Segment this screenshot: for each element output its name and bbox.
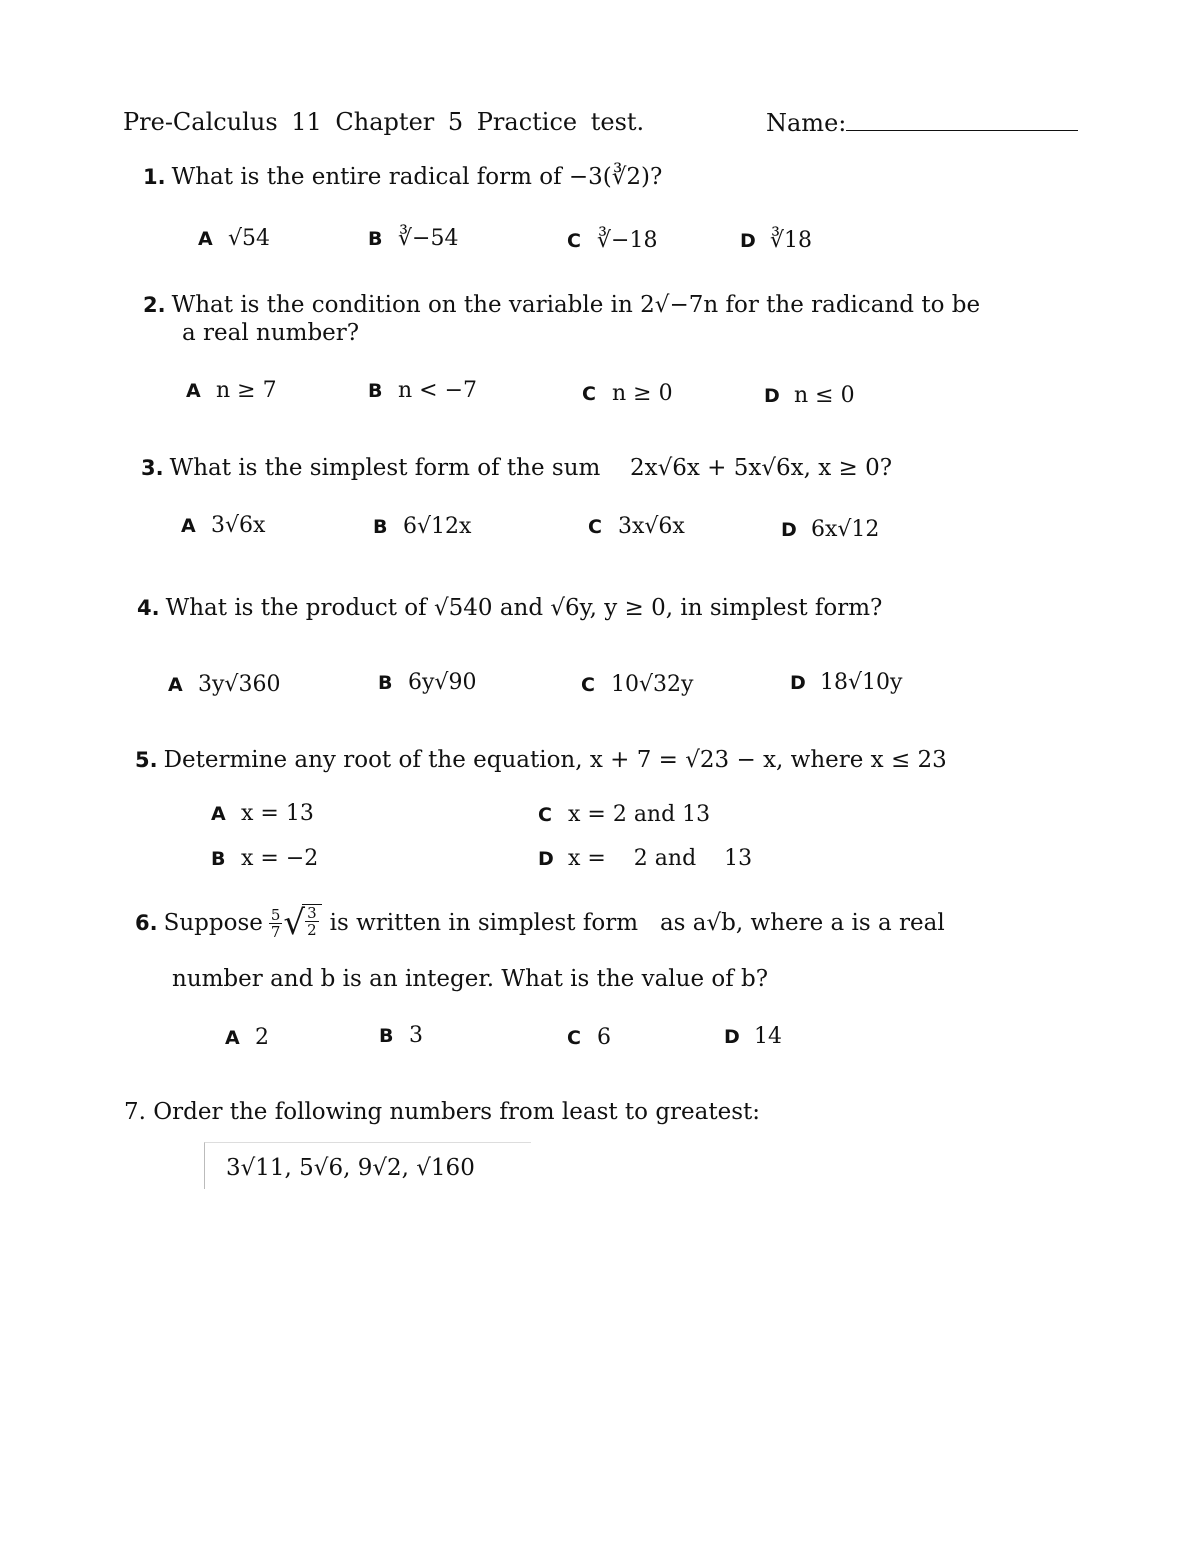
option-letter: D — [724, 1026, 740, 1048]
question-number: 1. — [143, 165, 166, 189]
option-5d — [538, 846, 752, 871]
question-2 — [143, 292, 980, 318]
option-value: 6√12x — [403, 514, 472, 539]
question-4 — [137, 595, 882, 621]
option-letter: C — [581, 674, 595, 696]
radical-numerator: 3 — [307, 904, 317, 922]
option-5c — [538, 802, 710, 827]
option-6d — [724, 1024, 782, 1049]
option-letter: B — [378, 672, 393, 694]
question-5 — [135, 747, 947, 773]
option-4c — [581, 672, 693, 697]
question-6-line-2: number and b is an integer. What is the value of b? — [172, 966, 769, 992]
question-number: 5. — [135, 748, 158, 772]
option-value: 3 — [409, 1023, 423, 1048]
question-text: What is the simplest form of the sum — [169, 455, 601, 481]
fraction-numerator: 5 — [270, 905, 281, 924]
question-3-expression: 2x√6x + 5x√6x, x ≥ 0? — [630, 455, 893, 481]
option-value: 3x√6x — [618, 514, 685, 539]
option-value: 6y√90 — [408, 670, 477, 695]
option-letter: B — [368, 228, 383, 250]
name-field — [766, 108, 1078, 137]
option-letter: D — [790, 672, 806, 694]
name-blank-line — [846, 108, 1078, 131]
option-letter: A — [186, 380, 201, 402]
option-3c — [588, 514, 685, 539]
option-letter: C — [567, 1027, 581, 1049]
option-letter: D — [764, 385, 780, 407]
option-value: ∛−18 — [597, 228, 658, 253]
option-letter: A — [211, 803, 226, 825]
option-value: ∛18 — [770, 228, 813, 253]
question-7 — [124, 1099, 760, 1125]
question-1 — [143, 164, 662, 190]
option-value: 3√6x — [211, 513, 266, 538]
option-4d — [790, 670, 902, 695]
option-2a — [186, 378, 277, 403]
option-value: 2 — [255, 1025, 269, 1050]
option-4a — [168, 672, 280, 697]
page-title: Pre-Calculus 11 Chapter 5 Practice test. — [123, 108, 645, 136]
option-letter: D — [538, 848, 554, 870]
option-1b — [368, 226, 458, 251]
option-value: √54 — [228, 226, 271, 251]
fraction — [269, 907, 283, 940]
question-number: 6. — [135, 911, 158, 935]
option-4b — [378, 670, 476, 695]
option-letter: B — [373, 516, 388, 538]
question-text-continued: is written in simplest form as a√b, where a is a real — [329, 910, 945, 936]
option-3b — [373, 514, 471, 539]
option-6a — [225, 1025, 269, 1050]
question-number: 3. — [141, 456, 164, 480]
option-6c — [567, 1025, 611, 1050]
option-1c — [567, 228, 657, 253]
option-2d — [764, 383, 855, 408]
option-letter: B — [379, 1025, 394, 1047]
radical-sign: √ — [283, 903, 306, 943]
option-value: 3y√360 — [198, 672, 281, 697]
question-number: 7. — [124, 1099, 146, 1125]
option-value: n ≥ 7 — [216, 378, 277, 403]
radical-denominator: 2 — [307, 921, 317, 939]
option-letter: C — [588, 516, 602, 538]
question-6 — [135, 903, 945, 943]
question-3 — [141, 455, 600, 481]
option-value: x = 13 — [241, 801, 314, 826]
radical-fraction — [302, 904, 322, 938]
option-3d — [781, 517, 879, 542]
option-letter: A — [198, 228, 213, 250]
name-label: Name: — [766, 109, 847, 137]
option-value: 6 — [597, 1025, 611, 1050]
option-value: 14 — [754, 1024, 782, 1049]
option-value: n < −7 — [398, 378, 478, 403]
option-value: x = −2 — [241, 846, 319, 871]
question-text: What is the condition on the variable in 2√−7n for the radicand to be — [171, 292, 981, 318]
option-1a — [198, 226, 270, 251]
option-5a — [211, 801, 314, 826]
option-2b — [368, 378, 477, 403]
option-value: ∛−54 — [398, 226, 459, 251]
option-value: n ≤ 0 — [794, 383, 855, 408]
option-value: x = 2 and 13 — [568, 846, 753, 871]
option-5b — [211, 846, 318, 871]
question-number: 4. — [137, 596, 160, 620]
option-letter: A — [168, 674, 183, 696]
fraction-denominator: 7 — [270, 922, 281, 941]
question-number: 2. — [143, 293, 166, 317]
option-value: x = 2 and 13 — [568, 802, 711, 827]
option-1d — [740, 228, 812, 253]
option-6b — [379, 1023, 423, 1048]
option-2c — [582, 381, 673, 406]
option-letter: D — [781, 519, 797, 541]
question-2-line-2: a real number? — [182, 320, 360, 346]
option-value: 10√32y — [611, 672, 694, 697]
option-letter: B — [368, 380, 383, 402]
question-text: What is the entire radical form of −3(∛2)? — [171, 164, 663, 190]
question-text: Determine any root of the equation, x + 7 = √23 − x, where x ≤ 23 — [163, 747, 947, 773]
option-letter: A — [225, 1027, 240, 1049]
question-text: Order the following numbers from least to greatest: — [153, 1099, 761, 1125]
option-value: 18√10y — [820, 670, 903, 695]
option-value: 6x√12 — [811, 517, 880, 542]
question-7-expression: 3√11, 5√6, 9√2, √160 — [226, 1155, 475, 1181]
option-letter: A — [181, 515, 196, 537]
option-letter: C — [567, 230, 581, 252]
option-3a — [181, 513, 265, 538]
option-letter: C — [538, 804, 552, 826]
option-letter: D — [740, 230, 756, 252]
question-text: Suppose — [163, 910, 263, 936]
option-letter: B — [211, 848, 226, 870]
option-value: n ≥ 0 — [612, 381, 673, 406]
option-letter: C — [582, 383, 596, 405]
question-text: What is the product of √540 and √6y, y ≥ 0, in simplest form? — [165, 595, 883, 621]
